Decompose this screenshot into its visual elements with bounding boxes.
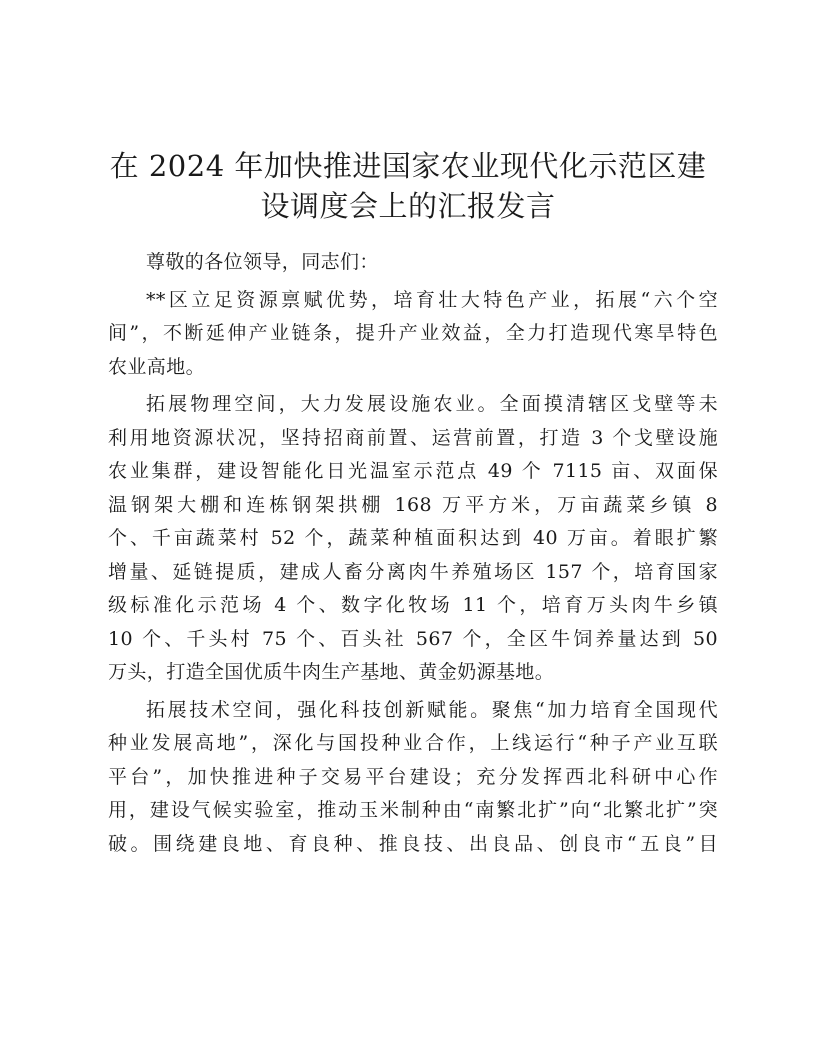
text-line: 级标准化示范场 4 个、数字化牧场 11 个，培育万头肉牛乡镇 (108, 594, 718, 616)
greeting: 尊敬的各位领导，同志们： (146, 251, 379, 273)
document-title (100, 146, 716, 226)
title-line-2: 设调度会上的汇报发言 (260, 189, 556, 223)
text-line: 拓展技术空间，强化科技创新赋能。聚焦“加力培育全国现代 (146, 698, 718, 721)
text-line: 间”，不断延伸产业链条，提升产业效益，全力打造现代寒旱特色 (108, 322, 718, 344)
text-line: 种业发展高地”，深化与国投种业合作，上线运行“种子产业互联 (108, 732, 718, 754)
text-line: 利用地资源状况，坚持招商前置、运营前置，打造 3 个戈壁设施 (108, 426, 718, 449)
text-line: 拓展物理空间，大力发展设施农业。全面摸清辖区戈壁等未 (146, 393, 718, 415)
text-line: **区立足资源禀赋优势，培育壮大特色产业，拓展“六个空 (146, 288, 718, 311)
text-line: 10 个、千头村 75 个、百头社 567 个，全区牛饲养量达到 50 (108, 627, 718, 650)
paragraph-3 (108, 694, 718, 862)
text-line: 用，建设气候实验室，推动玉米制种由“南繁北扩”向“北繁北扩”突 (108, 799, 718, 821)
document-body (108, 246, 718, 861)
text-line: 平台”，加快推进种子交易平台建设；充分发挥西北科研中心作 (108, 765, 718, 788)
text-line: 增量、延链提质，建成人畜分离肉牛养殖场区 157 个，培育国家 (108, 560, 718, 583)
title-line-1: 在 2024 年加快推进国家农业现代化示范区建 (109, 149, 707, 183)
text-line: 破。围绕建良地、育良种、推良技、出良品、创良市“五良”目 (108, 832, 718, 855)
paragraph-1 (108, 284, 718, 385)
paragraph-2 (108, 388, 718, 690)
text-line: 农业集群，建设智能化日光温室示范点 49 个 7115 亩、双面保 (108, 460, 718, 482)
text-line: 个、千亩蔬菜村 52 个，蔬菜种植面积达到 40 万亩。着眼扩繁 (108, 527, 718, 549)
text-line: 万头，打造全国优质牛肉生产基地、黄金奶源基地。 (108, 661, 555, 683)
text-line: 农业高地。 (108, 355, 206, 378)
text-line: 温钢架大棚和连栋钢架拱棚 168 万平方米，万亩蔬菜乡镇 8 (108, 493, 718, 516)
